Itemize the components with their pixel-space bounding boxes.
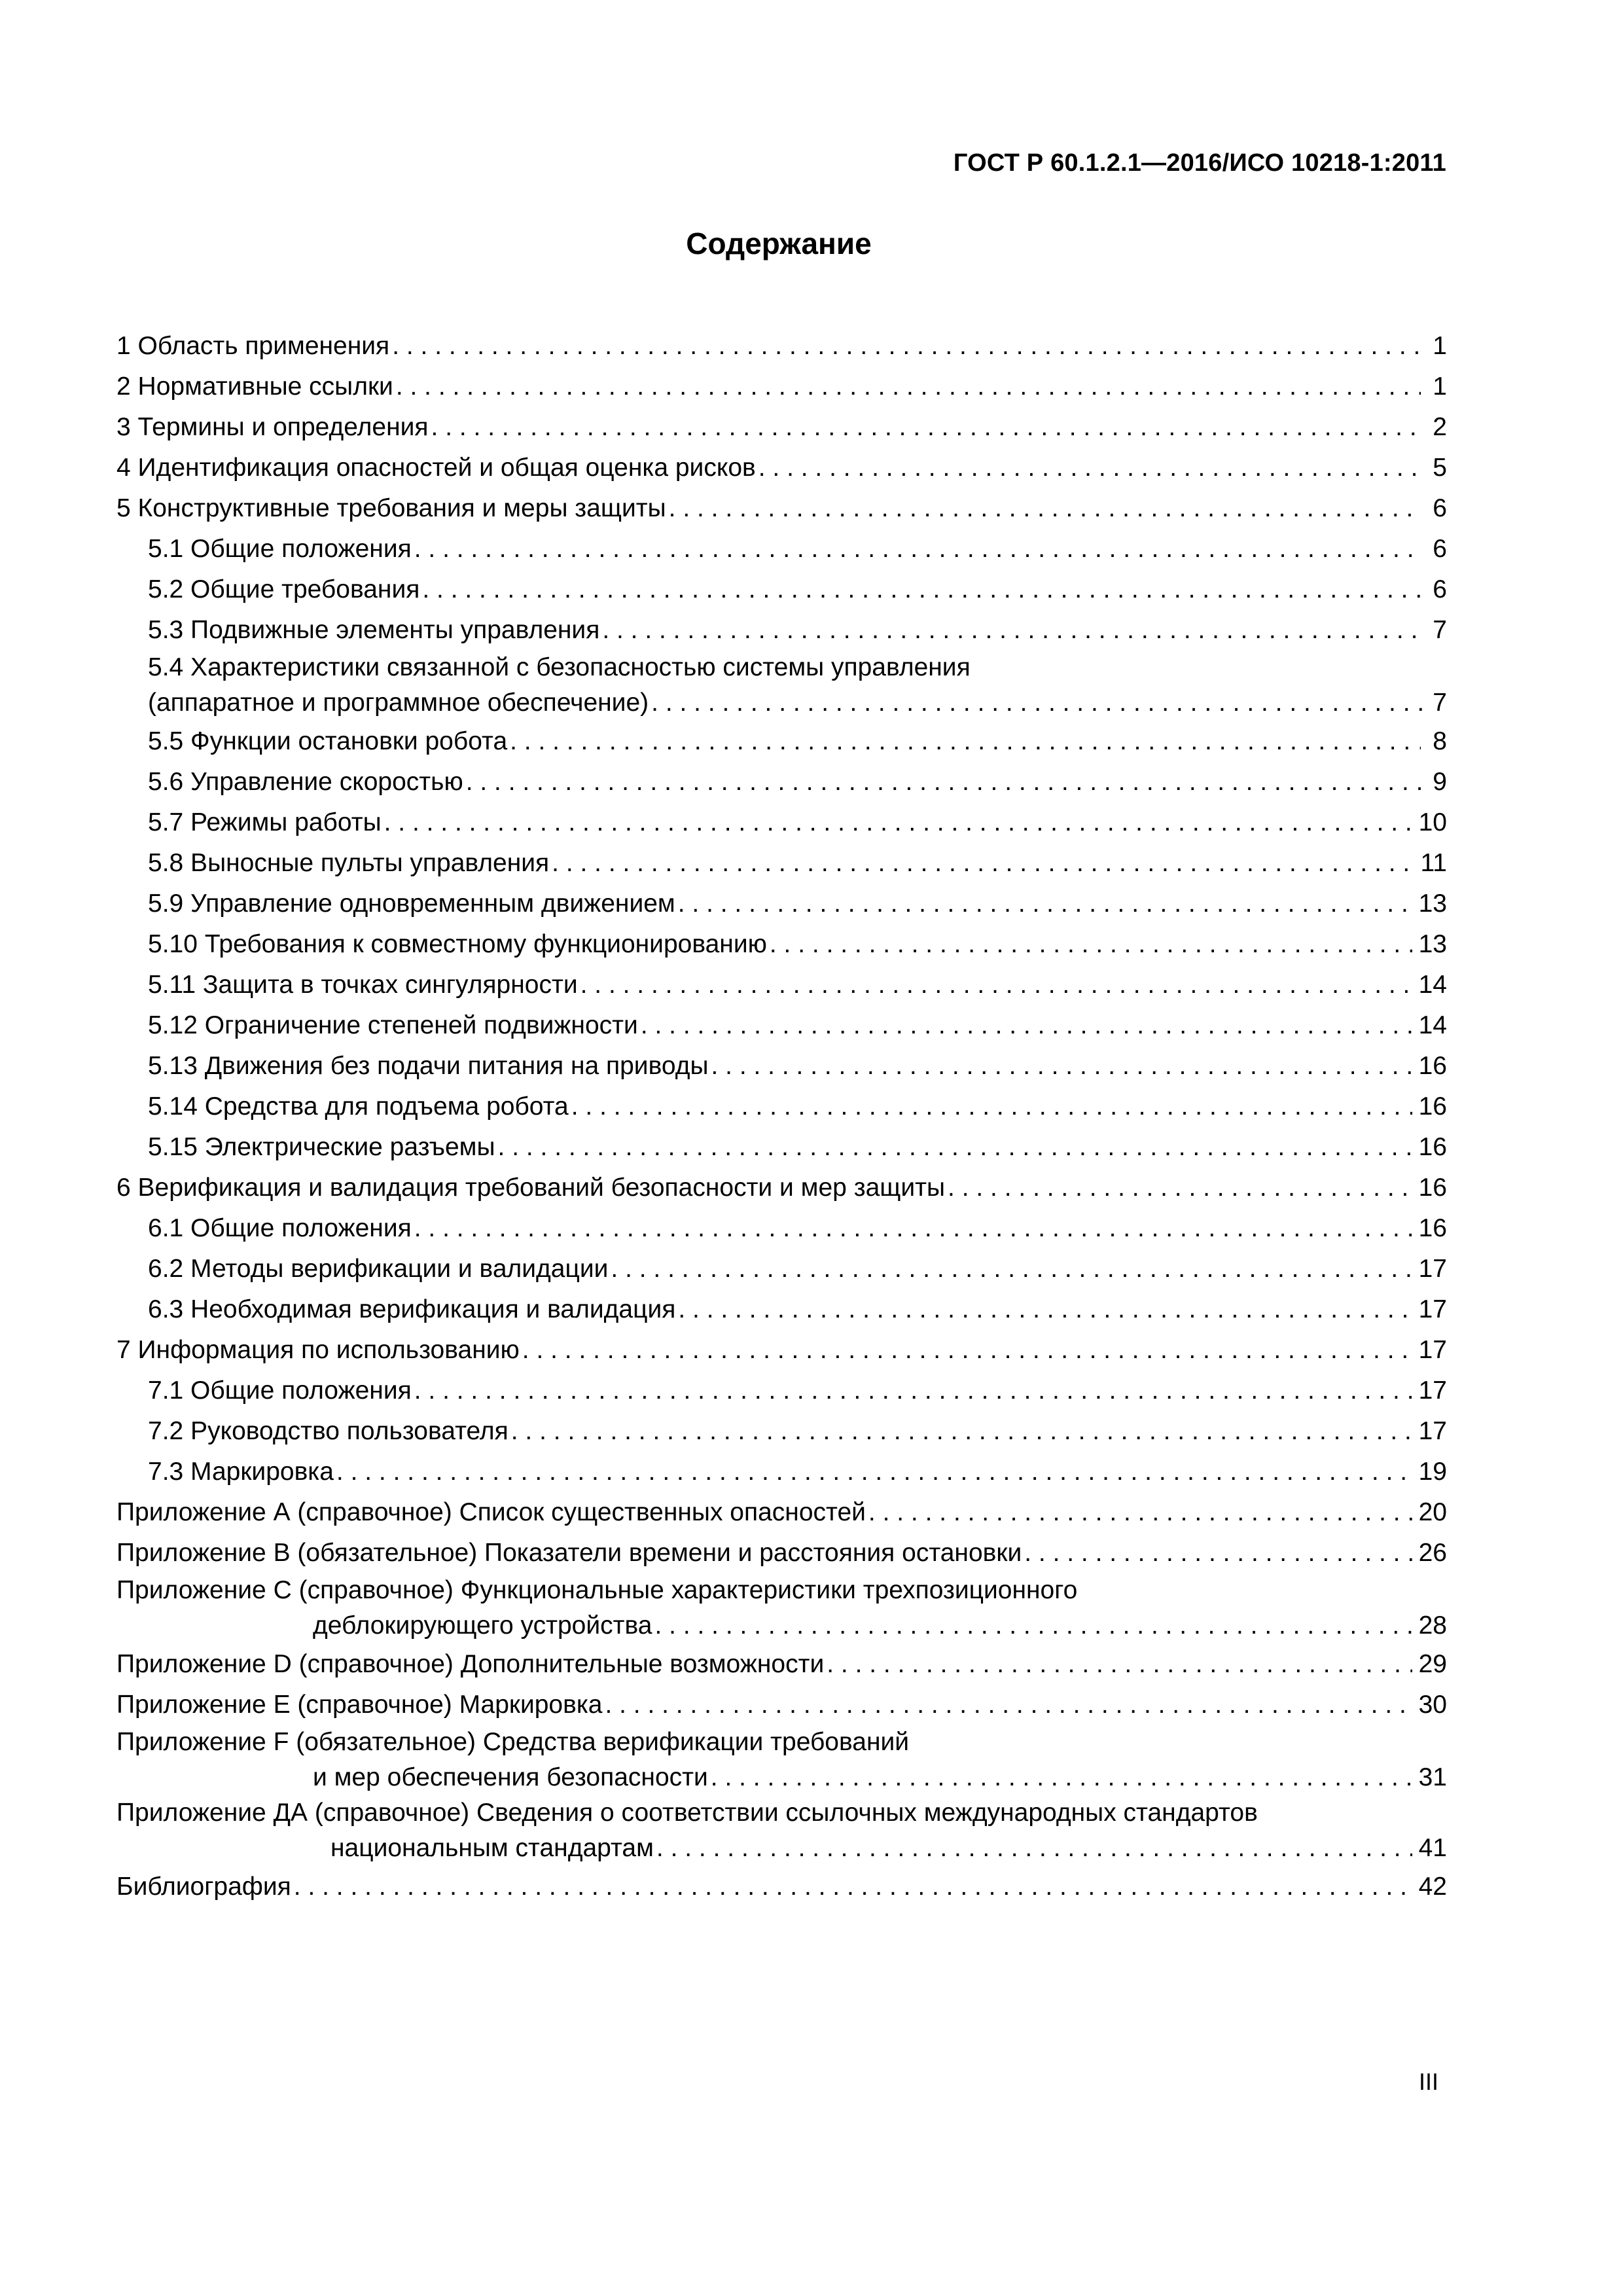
toc-entry-text-continued: национальным стандартам	[330, 1834, 654, 1862]
toc-dot-leader	[945, 1168, 1412, 1208]
toc-entry-text: 3 Термины и определения	[116, 413, 429, 441]
toc-dot-leader	[412, 1371, 1412, 1411]
toc-dot-leader	[708, 1759, 1412, 1796]
toc-entry-appendix-a[interactable]	[116, 1492, 1447, 1533]
toc-entry-appendix-f[interactable]	[116, 1725, 1447, 1796]
toc-entry-text: Приложение С (справочное) Функциональные характеристики трехпозиционного	[116, 1576, 1078, 1604]
toc-entry-text: 5.12 Ограничение степеней подвижности	[148, 1011, 638, 1039]
toc-entry-page: 31	[1418, 1763, 1447, 1791]
toc-entry-text: 5.6 Управление скоростью	[148, 768, 463, 796]
toc-entry-page: 6	[1433, 535, 1447, 563]
toc-entry-text: 5.11 Защита в точках сингулярности	[148, 971, 578, 999]
toc-entry-6-3[interactable]	[116, 1289, 1447, 1330]
toc-dot-leader	[649, 685, 1426, 721]
toc-entry-text: 5.5 Функции остановки робота	[148, 727, 508, 755]
toc-entry-3[interactable]	[116, 407, 1447, 448]
toc-entry-5-15[interactable]	[116, 1127, 1447, 1168]
toc-entry-text: 5.14 Средства для подъема робота	[148, 1092, 569, 1121]
toc-entry-text: Библиография	[116, 1873, 291, 1901]
toc-dot-leader	[389, 326, 1421, 367]
toc-entry-text: 7.3 Маркировка	[148, 1458, 334, 1486]
toc-entry-5-2[interactable]	[116, 569, 1447, 610]
toc-entry-page: 17	[1418, 1417, 1447, 1445]
toc-entry-5-10[interactable]	[116, 924, 1447, 965]
toc-entry-page: 5	[1433, 454, 1447, 482]
toc-dot-leader	[412, 529, 1421, 569]
toc-entry-4[interactable]	[116, 448, 1447, 488]
toc-entry-text: 6 Верификация и валидация требований безопасности и мер защиты	[116, 1174, 946, 1202]
toc-entry-5-9[interactable]	[116, 884, 1447, 924]
toc-entry-text: 5.8 Выносные пульты управления	[148, 849, 550, 877]
toc-entry-page: 20	[1418, 1498, 1447, 1526]
toc-dot-leader	[549, 843, 1414, 884]
toc-entry-text: 5.9 Управление одновременным движением	[148, 889, 675, 918]
toc-entry-7[interactable]	[116, 1330, 1447, 1371]
toc-entry-page: 10	[1418, 808, 1447, 836]
toc-dot-leader	[767, 924, 1412, 965]
toc-entry-text: 5.15 Электрические разъемы	[148, 1133, 495, 1161]
toc-entry-text: Приложение F (обязательное) Средства верификации требований	[116, 1728, 910, 1756]
toc-entry-5-6[interactable]	[116, 762, 1447, 802]
toc-entry-page: 30	[1418, 1691, 1447, 1719]
toc-entry-page: 9	[1433, 768, 1447, 796]
toc-entry-page: 7	[1433, 616, 1447, 644]
toc-entry-page: 41	[1418, 1834, 1447, 1862]
toc-list	[116, 326, 1447, 1907]
toc-dot-leader	[675, 884, 1412, 924]
document-header: ГОСТ Р 60.1.2.1—2016/ИСО 10218-1:2011	[953, 149, 1446, 177]
toc-entry-page: 2	[1433, 413, 1447, 441]
toc-entry-text: 5.2 Общие требования	[148, 575, 420, 603]
toc-entry-5-7[interactable]	[116, 802, 1447, 843]
toc-entry-5-1[interactable]	[116, 529, 1447, 569]
toc-entry-page: 7	[1433, 689, 1447, 717]
toc-entry-page: 14	[1418, 1011, 1447, 1039]
toc-dot-leader	[393, 367, 1421, 407]
page-number: III	[1418, 2068, 1438, 2095]
toc-entry-text-continued: и мер обеспечения безопасности	[313, 1763, 708, 1791]
toc-entry-page: 16	[1418, 1052, 1447, 1080]
toc-entry-6[interactable]	[116, 1168, 1447, 1208]
toc-dot-leader	[495, 1127, 1412, 1168]
toc-dot-leader	[638, 1005, 1412, 1046]
toc-dot-leader	[654, 1830, 1412, 1867]
toc-entry-5-5[interactable]	[116, 721, 1447, 762]
toc-entry-5-4[interactable]	[116, 651, 1447, 721]
toc-dot-leader	[866, 1492, 1412, 1533]
toc-entry-7-2[interactable]	[116, 1411, 1447, 1452]
toc-entry-text: 6.2 Методы верификации и валидации	[148, 1255, 609, 1283]
toc-entry-7-1[interactable]	[116, 1371, 1447, 1411]
toc-dot-leader	[756, 448, 1421, 488]
toc-entry-text: 5.4 Характеристики связанной с безопасностью системы управления	[148, 653, 971, 681]
toc-entry-bibliography[interactable]	[116, 1867, 1447, 1907]
toc-entry-text: 5.7 Режимы работы	[148, 808, 382, 836]
toc-entry-appendix-c[interactable]	[116, 1573, 1447, 1644]
toc-entry-page: 6	[1433, 575, 1447, 603]
toc-entry-5-13[interactable]	[116, 1046, 1447, 1086]
toc-dot-leader	[599, 610, 1421, 651]
toc-entry-1[interactable]	[116, 326, 1447, 367]
toc-entry-appendix-da[interactable]	[116, 1796, 1447, 1867]
toc-entry-text: 5.1 Общие положения	[148, 535, 412, 563]
toc-entry-page: 8	[1433, 727, 1447, 755]
toc-dot-leader	[824, 1644, 1412, 1685]
toc-dot-leader	[675, 1289, 1412, 1330]
toc-dot-leader	[334, 1452, 1412, 1492]
toc-dot-leader	[463, 762, 1421, 802]
toc-entry-page: 1	[1433, 372, 1447, 401]
toc-entry-page: 13	[1418, 889, 1447, 918]
toc-entry-text-continued: деблокирующего устройства	[313, 1611, 652, 1640]
toc-entry-5-3[interactable]	[116, 610, 1447, 651]
toc-entry-page: 26	[1418, 1539, 1447, 1567]
toc-dot-leader	[508, 1411, 1412, 1452]
toc-entry-text: 5.13 Движения без подачи питания на приводы	[148, 1052, 709, 1080]
toc-entry-text: 7 Информация по использованию	[116, 1336, 520, 1364]
toc-dot-leader	[652, 1607, 1412, 1644]
toc-entry-page: 6	[1433, 494, 1447, 522]
toc-entry-text: Приложение А (справочное) Список существенных опасностей	[116, 1498, 866, 1526]
toc-entry-page: 16	[1418, 1214, 1447, 1242]
toc-entry-5-8[interactable]	[116, 843, 1447, 884]
toc-dot-leader	[709, 1046, 1412, 1086]
toc-entry-5-11[interactable]	[116, 965, 1447, 1005]
toc-dot-leader	[520, 1330, 1412, 1371]
toc-dot-leader	[569, 1086, 1412, 1127]
toc-entry-6-2[interactable]	[116, 1249, 1447, 1289]
toc-entry-5[interactable]	[116, 488, 1447, 529]
toc-entry-text-continued: (аппаратное и программное обеспечение)	[148, 689, 649, 717]
toc-entry-page: 19	[1418, 1458, 1447, 1486]
toc-dot-leader	[666, 488, 1421, 529]
toc-entry-text: Приложение Е (справочное) Маркировка	[116, 1691, 603, 1719]
toc-entry-6-1[interactable]	[116, 1208, 1447, 1249]
toc-entry-text: Приложение D (справочное) Дополнительные возможности	[116, 1650, 825, 1678]
toc-dot-leader	[419, 569, 1421, 610]
toc-entry-page: 13	[1418, 930, 1447, 958]
toc-entry-page: 14	[1418, 971, 1447, 999]
toc-entry-text: Приложение ДА (справочное) Сведения о соответствии ссылочных международных стандартов	[116, 1799, 1258, 1827]
toc-entry-5-12[interactable]	[116, 1005, 1447, 1046]
toc-entry-7-3[interactable]	[116, 1452, 1447, 1492]
toc-entry-appendix-e[interactable]	[116, 1685, 1447, 1725]
toc-entry-page: 29	[1418, 1650, 1447, 1678]
toc-entry-text: 5.3 Подвижные элементы управления	[148, 616, 600, 644]
toc-dot-leader	[578, 965, 1412, 1005]
toc-title: Содержание	[686, 226, 872, 260]
toc-entry-text: 4 Идентификация опасностей и общая оценка рисков	[116, 454, 756, 482]
toc-entry-page: 1	[1433, 332, 1447, 360]
toc-entry-text: 7.2 Руководство пользователя	[148, 1417, 508, 1445]
toc-dot-leader	[429, 407, 1421, 448]
toc-entry-page: 17	[1418, 1255, 1447, 1283]
toc-dot-leader	[507, 721, 1421, 762]
toc-dot-leader	[291, 1867, 1412, 1907]
toc-entry-text: 6.1 Общие положения	[148, 1214, 412, 1242]
toc-entry-text: 7.1 Общие положения	[148, 1376, 412, 1405]
toc-entry-page: 42	[1418, 1873, 1447, 1901]
toc-dot-leader	[602, 1685, 1412, 1725]
toc-entry-appendix-d[interactable]	[116, 1644, 1447, 1685]
toc-entry-page: 17	[1418, 1336, 1447, 1364]
toc-entry-text: 6.3 Необходимая верификация и валидация	[148, 1295, 676, 1323]
toc-entry-text: 2 Нормативные ссылки	[116, 372, 393, 401]
toc-entry-page: 16	[1418, 1133, 1447, 1161]
toc-dot-leader	[608, 1249, 1412, 1289]
toc-entry-appendix-b[interactable]	[116, 1533, 1447, 1573]
toc-dot-leader	[412, 1208, 1412, 1249]
toc-entry-text: 5.10 Требования к совместному функционированию	[148, 930, 767, 958]
toc-entry-page: 28	[1418, 1611, 1447, 1640]
toc-entry-5-14[interactable]	[116, 1086, 1447, 1127]
toc-entry-page: 11	[1420, 849, 1447, 877]
toc-dot-leader	[1022, 1533, 1412, 1573]
toc-entry-text: 1 Область применения	[116, 332, 390, 360]
toc-entry-page: 16	[1418, 1174, 1447, 1202]
toc-entry-2[interactable]	[116, 367, 1447, 407]
toc-entry-page: 17	[1418, 1295, 1447, 1323]
toc-entry-text: 5 Конструктивные требования и меры защиты	[116, 494, 666, 522]
toc-entry-text: Приложение В (обязательное) Показатели времени и расстояния остановки	[116, 1539, 1022, 1567]
toc-entry-page: 16	[1418, 1092, 1447, 1121]
toc-entry-page: 17	[1418, 1376, 1447, 1405]
toc-dot-leader	[382, 802, 1412, 843]
